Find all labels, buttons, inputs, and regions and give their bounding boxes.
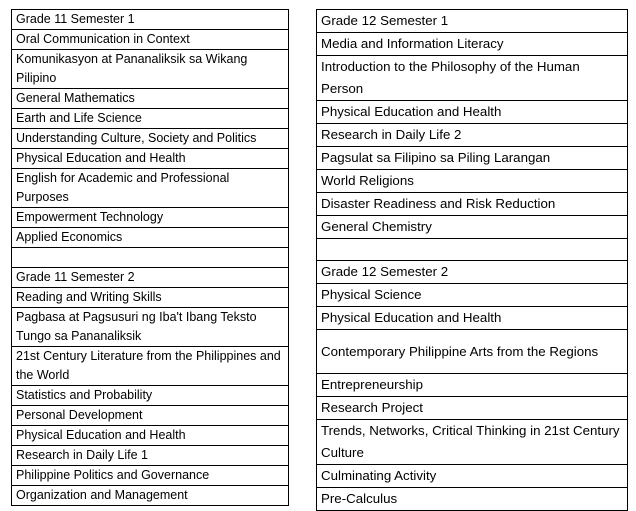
table-row — [317, 147, 628, 170]
table-row — [317, 465, 628, 488]
subject-cell: Pagsulat sa Filipino sa Piling Larangan — [317, 147, 628, 170]
table-row — [12, 288, 289, 308]
table-row — [317, 10, 628, 33]
subject-cell: Media and Information Literacy — [317, 33, 628, 56]
table-row — [317, 488, 628, 511]
table-row — [12, 386, 289, 406]
table-row — [317, 397, 628, 420]
table-row — [12, 89, 289, 109]
table-row — [12, 406, 289, 426]
subject-cell: Organization and Management — [12, 486, 289, 506]
semester-heading: Grade 11 Semester 2 — [12, 268, 289, 288]
table-row — [317, 420, 628, 465]
subject-cell: Physical Education and Health — [12, 426, 289, 446]
table-row — [12, 308, 289, 347]
grade-11-table — [11, 9, 289, 506]
subject-cell: Research Project — [317, 397, 628, 420]
spacer-row — [317, 239, 628, 261]
table-row — [12, 466, 289, 486]
table-row — [12, 268, 289, 288]
table-row — [317, 374, 628, 397]
subject-cell: Reading and Writing Skills — [12, 288, 289, 308]
table-row — [12, 50, 289, 89]
subject-cell: Introduction to the Philosophy of the Human Person — [317, 56, 628, 101]
table-row — [317, 33, 628, 56]
subject-cell: Understanding Culture, Society and Politics — [12, 129, 289, 149]
table-row — [317, 124, 628, 147]
table-row — [317, 216, 628, 239]
grade-12-table — [316, 9, 628, 511]
spacer-row — [12, 248, 289, 268]
subject-cell: Komunikasyon at Pananaliksik sa Wikang Pilipino — [12, 50, 289, 89]
subject-cell: Culminating Activity — [317, 465, 628, 488]
table-row — [12, 129, 289, 149]
table-row — [317, 56, 628, 101]
table-row — [317, 170, 628, 193]
subject-cell: Entrepreneurship — [317, 374, 628, 397]
table-row — [12, 30, 289, 50]
subject-cell: Pagbasa at Pagsusuri ng Iba't Ibang Teksto Tungo sa Pananaliksik — [12, 308, 289, 347]
table-row — [12, 446, 289, 466]
subject-cell: Statistics and Probability — [12, 386, 289, 406]
subject-cell: Disaster Readiness and Risk Reduction — [317, 193, 628, 216]
subject-cell: Pre-Calculus — [317, 488, 628, 511]
table-row — [317, 284, 628, 307]
subject-cell: Trends, Networks, Critical Thinking in 21st Century Culture — [317, 420, 628, 465]
table-row — [12, 486, 289, 506]
semester-heading: Grade 12 Semester 1 — [317, 10, 628, 33]
subject-cell: World Religions — [317, 170, 628, 193]
table-row — [12, 109, 289, 129]
subject-cell: Contemporary Philippine Arts from the Regions — [317, 330, 628, 374]
subject-cell: Philippine Politics and Governance — [12, 466, 289, 486]
subject-cell: Research in Daily Life 2 — [317, 124, 628, 147]
subject-cell: English for Academic and Professional Purposes — [12, 169, 289, 208]
semester-heading: Grade 12 Semester 2 — [317, 261, 628, 284]
subject-cell: General Chemistry — [317, 216, 628, 239]
subject-cell: Personal Development — [12, 406, 289, 426]
subject-cell: Physical Education and Health — [317, 307, 628, 330]
subject-cell: Earth and Life Science — [12, 109, 289, 129]
table-row — [317, 101, 628, 124]
table-row — [12, 208, 289, 228]
semester-heading: Grade 11 Semester 1 — [12, 10, 289, 30]
subject-cell: Applied Economics — [12, 228, 289, 248]
table-row — [12, 10, 289, 30]
subject-cell: Oral Communication in Context — [12, 30, 289, 50]
table-row — [12, 169, 289, 208]
subject-cell: Physical Education and Health — [12, 149, 289, 169]
empty-cell — [317, 239, 628, 261]
subject-cell: General Mathematics — [12, 89, 289, 109]
table-row — [317, 261, 628, 284]
table-row — [12, 426, 289, 446]
table-row — [317, 307, 628, 330]
table-row — [317, 193, 628, 216]
empty-cell — [12, 248, 289, 268]
subject-cell: Physical Science — [317, 284, 628, 307]
subject-cell: 21st Century Literature from the Philippines and the World — [12, 347, 289, 386]
subject-cell: Physical Education and Health — [317, 101, 628, 124]
subject-cell: Empowerment Technology — [12, 208, 289, 228]
table-row — [12, 228, 289, 248]
table-row — [12, 149, 289, 169]
subject-cell: Research in Daily Life 1 — [12, 446, 289, 466]
table-row — [317, 330, 628, 374]
table-row — [12, 347, 289, 386]
